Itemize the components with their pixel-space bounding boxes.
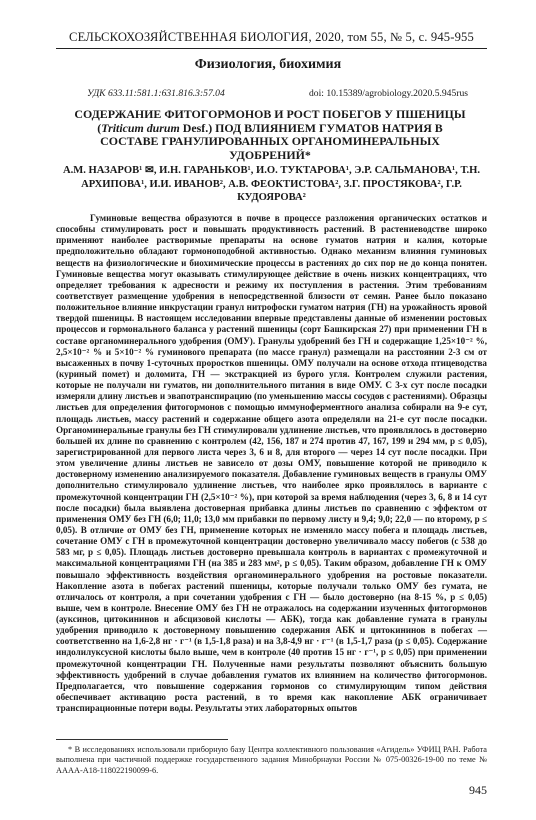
footnote-rule bbox=[56, 739, 228, 740]
header-rule bbox=[56, 48, 487, 49]
page-number: 945 bbox=[469, 783, 487, 797]
abstract bbox=[56, 213, 487, 714]
article-title: СОДЕРЖАНИЕ ФИТОГОРМОНОВ И РОСТ ПОБЕГОВ У ПШЕНИЦЫ (Triticum durum Desf.) ПОД ВЛИЯНИЕМ ГУМАТОВ НАТРИЯ В СОСТАВЕ ГРАНУЛИРОВАННЫХ ОРГАНОМИНЕРАЛЬНЫХ УДОБРЕНИЙ* bbox=[74, 107, 466, 162]
section-heading: Физиология, биохимия bbox=[194, 57, 342, 72]
abstract-text: Гуминовые вещества образуются в почве в процессе разложения органических остатков и способны стимулировать рост и повышать продуктивность растений. В растениеводстве широко применяют наиболее растворимые препараты на основе гуматов натрия и калия, которые предположительно обладают гормоноподобной активностью. Однако механизм влияния гуминовых веществ на физиологические и биохимические процессы в растениях до сих пор не до конца понятен. Гуминовые вещества могут оказывать стимулирующее действие в очень низких концентрациях, что определяет требования к адресности и режиму их поступления в растения. Этим требованиям соответствует размещение удобрения в непосредственной близости от семян. Ранее было показано положительное влияние инкрустации гранул нитрофоски гуматом натрия (ГН) на урожайность яровой твердой пшеницы. В настоящем исследовании впервые представлены данные об изменении ростовых процессов и гормонального баланса у растений пшеницы (сорт Башкирская 27) при применении ГН в составе органоминерального удобрения (ОМУ). Гранулы удобрений без ГН и содержащие 1,25×10⁻² %, 2,5×10⁻² % и 5×10⁻² % гуминового препарата (по массе гранул) размещали на расстоянии 2-3 см от высаженных в почву 1-суточных проростков пшеницы. ОМУ получали на основе отхода птицеводства (куриный помет) и доломита, ГН — экстракцией из бурого угля. Контролем служили растения, которые не получали ни гуматов, ни дополнительного питания в виде ОМУ. С 3-х сут после посадки измеряли длину листьев и эвапотранспирацию (по уменьшению массы сосудов с растениями). Образцы листьев для определения фитогормонов с помощью иммуноферментного анализа собирали на 9-е сут, площадь листьев, массу растений и содержание общего азота определяли на 21-е сут после посадки. Органоминеральные гранулы без ГН стимулировали удлинение листьев, что проявлялось в достоверно большей их длине по сравнению с контролем (42, 156, 187 и 274 против 47, 167, 199 и 294 мм, p ≤ 0,05), зарегистрированной для первого листа через 3, 6 и 8, для второго — через 14 сут после посадки. При этом увеличение длины листьев не зависело от дозы ОМУ, повышение которой не приводило к достоверному изменению анализируемого показателя. Добавление гуминовых веществ в гранулы ОМУ дополнительно стимулировало удлинение листьев, что наиболее ярко проявлялось в варианте с промежуточной концентрации ГН (2,5×10⁻² %), при которой за время наблюдения (через 3, 6, 8 и 14 сут после посадки) была выявлена достоверная прибавка длины листьев по сравнению с эффектом от применения ОМУ без ГН (6,0; 11,0; 13,0 мм прибавки по первому листу и 9,4; 9,0; 22,0 — по второму, p ≤ 0,05). В отличие от ОМУ без ГН, применение которых не изменяло массу побега и площадь листьев, сочетание ОМУ с ГН в промежуточной концентрации достоверно увеличивало массу побегов (с 538 до 583 мг, p ≤ 0,05). Площадь листьев достоверно превышала контроль в вариантах с промежуточной и максимальной концентрациями ГН (на 385 и 283 мм², p ≤ 0,05). Таким образом, добавление ГН к ОМУ повышало эффективность воздействия органоминерального удобрения на ростовые показатели. Накопление азота в побегах растений пшеницы, которые получали только ОМУ без гумата, не отличалось от контроля, а при сочетании удобрения с ГН — было достоверно (на 8-15 %, p ≤ 0,05) выше, чем в контроле. Внесение ОМУ без ГН не отражалось на содержании изученных фитогормонов (ауксинов, цитокининов и абсцизовой кислоты — АБК), тогда как добавление гумата в гранулы удобрения приводило к достоверному повышению содержания АБК и цитокининов в побегах — соответственно на 1,6-2,8 нг · г⁻¹ (в 1,5-1,8 раза) и на 3,8-4,9 нг · г⁻¹ (в 1,5-1,7 раза (p ≤ 0,05). Содержание индолилуксусной кислоты было выше, чем в контроле (40 против 15 нг · г⁻¹, p ≤ 0,05) при применении промежуточной концентрации ГН. Полученные нами результаты позволяют объяснить большую эффективность удобрений в случае добавления гуматов их влиянием на количество фитогормонов. Предполагается, что повышение содержания гормонов со стимулирующим типом действия обеспечивает активацию роста растений, в то время как накопление АБК ограничивает транспирационные потери воды. Результаты этих лабораторных опытов bbox=[56, 213, 487, 714]
footnote-text: * В исследованиях использовали приборную базу Центра коллективного пользования «Агидель» УФИЦ РАН. Работа выполнена при частичной поддержке государственного задания Минобрнауки России № 075-00326-19-00 по теме № АААА-А18-118022190099-6. bbox=[56, 745, 487, 775]
running-header: СЕЛЬСКОХОЗЯЙСТВЕННАЯ БИОЛОГИЯ, 2020, том 55, № 5, с. 945-955 bbox=[69, 30, 474, 44]
udk-code: УДК 633.11:581.1:631.816.3:57.04 bbox=[87, 88, 225, 99]
author-list: А.М. НАЗАРОВ¹ ✉, И.Н. ГАРАНЬКОВ¹, И.О. ТУКТАРОВА¹, Э.Р. САЛЬМАНОВА¹, Т.Н. АРХИПОВА¹, И.И. ИВАНОВ², А.В. ФЕОКТИСТОВА², З.Г. ПРОСТЯКОВА², Г.Р. КУДОЯРОВА² bbox=[62, 165, 481, 204]
doi-link[interactable]: doi: 10.15389/agrobiology.2020.5.945rus bbox=[309, 88, 468, 99]
footnote bbox=[56, 745, 487, 776]
species-name: Triticum durum bbox=[101, 120, 180, 135]
